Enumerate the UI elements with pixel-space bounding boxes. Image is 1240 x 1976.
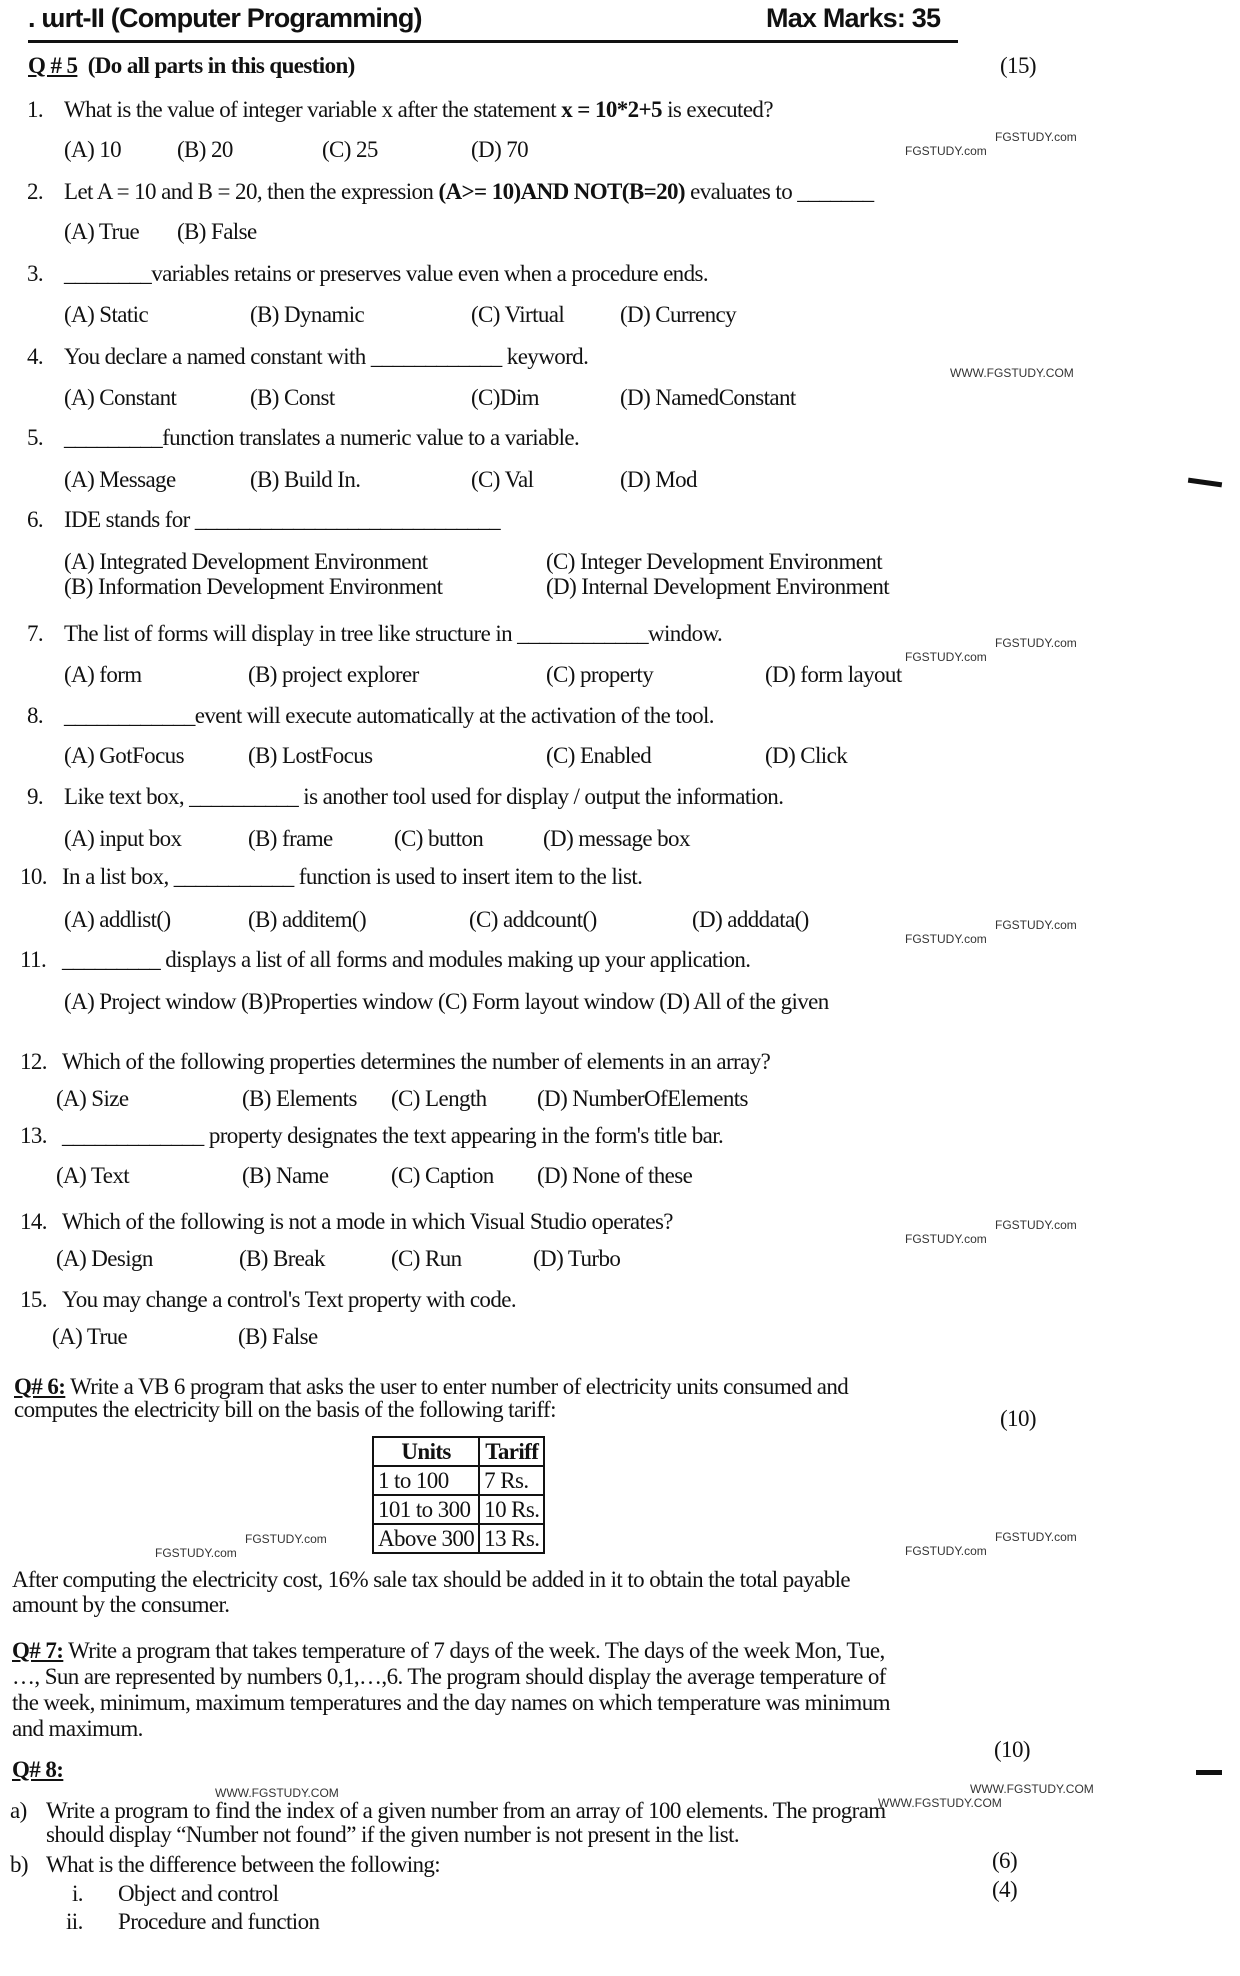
option: (A) Constant xyxy=(64,385,177,410)
option: (D) 70 xyxy=(471,137,529,162)
option: (B) project explorer xyxy=(248,662,419,687)
question-number: 6. xyxy=(27,507,44,532)
q8-label: Q# 8: xyxy=(12,1757,64,1782)
option: (C) Length xyxy=(391,1086,487,1111)
option: (D) adddata() xyxy=(692,907,809,932)
header-units: Units xyxy=(373,1437,479,1466)
table-row xyxy=(373,1466,544,1495)
cell-tariff: 10 Rs. xyxy=(479,1495,544,1524)
question-text: IDE stands for ____________________________ xyxy=(64,507,501,532)
q8b-text: What is the difference between the following: xyxy=(46,1852,441,1877)
table-header-row xyxy=(373,1437,544,1466)
option: (D) NamedConstant xyxy=(620,385,796,410)
option: (B) Name xyxy=(242,1163,329,1188)
q7-marks: (10) xyxy=(994,1737,1030,1762)
question-number: 1. xyxy=(27,97,44,122)
watermark: FGSTUDY.com xyxy=(995,1218,1077,1232)
option: (B) 20 xyxy=(177,137,233,162)
question-6 xyxy=(27,506,500,534)
question-1 xyxy=(27,96,773,124)
q8b-sub-text: Procedure and function xyxy=(118,1909,320,1934)
option: (B) False xyxy=(177,219,257,244)
header-tariff: Tariff xyxy=(479,1437,544,1466)
q6-line1: Write a VB 6 program that asks the user to enter number of electricity units consumed and xyxy=(70,1374,849,1399)
question-9 xyxy=(27,783,783,811)
watermark: FGSTUDY.com xyxy=(905,1232,987,1246)
option: (C) Run xyxy=(391,1246,462,1271)
cell-tariff: 13 Rs. xyxy=(479,1524,544,1553)
q6-after-line1: After computing the electricity cost, 16% sale tax should be added in it to obtain the total payable xyxy=(12,1567,851,1592)
q8b-sub-number: ii. xyxy=(66,1909,83,1934)
question-number: 11. xyxy=(20,947,47,972)
question-number: 15. xyxy=(20,1287,47,1312)
watermark: FGSTUDY.com xyxy=(995,1530,1077,1544)
question-text: What is the value of integer variable x after the statement xyxy=(64,97,562,122)
q6-label: Q# 6: xyxy=(14,1374,66,1399)
q6-line2: computes the electricity bill on the basis of the following tariff: xyxy=(14,1397,556,1422)
q6-marks: (10) xyxy=(1000,1406,1036,1431)
question-number: 13. xyxy=(20,1123,47,1148)
question-text-end: is executed? xyxy=(661,97,773,122)
question-text: _________function translates a numeric value to a variable. xyxy=(64,425,580,450)
option: (A) True xyxy=(64,219,140,244)
option: (A) form xyxy=(64,662,142,687)
option: (A) addlist() xyxy=(64,907,171,932)
option: (A) GotFocus xyxy=(64,743,184,768)
question-text: _____________ property designates the text appearing in the form's title bar. xyxy=(62,1123,724,1148)
option: (A) True xyxy=(52,1324,128,1349)
option: (B) LostFocus xyxy=(248,743,373,768)
option: (A) Integrated Development Environment xyxy=(64,549,428,574)
option: (D) Mod xyxy=(620,467,697,492)
cell-units: Above 300 xyxy=(373,1524,479,1553)
question-text: The list of forms will display in tree like structure in ____________window. xyxy=(64,621,723,646)
cell-tariff: 7 Rs. xyxy=(479,1466,544,1495)
q6-after-line2: amount by the consumer. xyxy=(12,1592,230,1617)
question-11 xyxy=(20,946,750,974)
question-number: 7. xyxy=(27,621,44,646)
question-expression: (A>= 10)AND NOT(B=20) xyxy=(438,179,685,204)
option: (C) Enabled xyxy=(546,743,652,768)
option: (B) Information Development Environment xyxy=(64,574,443,599)
option: (B) Dynamic xyxy=(250,302,365,327)
option: (B) frame xyxy=(248,826,333,851)
q7-line: …, Sun are represented by numbers 0,1,…,6. The program should display the average temperature of xyxy=(12,1664,886,1689)
question-15 xyxy=(20,1286,516,1314)
question-14 xyxy=(20,1208,673,1236)
option: (D) form layout xyxy=(765,662,902,687)
question-number: 4. xyxy=(27,344,44,369)
option: (A) Design xyxy=(56,1246,153,1271)
q8a-line1: Write a program to find the index of a given number from an array of 100 elements. The program xyxy=(46,1798,886,1823)
watermark: FGSTUDY.com xyxy=(995,918,1077,932)
option: (C)Dim xyxy=(471,385,539,410)
q8b-sub-text: Object and control xyxy=(118,1881,279,1906)
question-text: Like text box, __________ is another tool used for display / output the information. xyxy=(64,784,784,809)
option: (B) Elements xyxy=(242,1086,357,1111)
option: (C) button xyxy=(394,826,484,851)
q7-line: and maximum. xyxy=(12,1716,143,1741)
option: (A) Static xyxy=(64,302,149,327)
question-7 xyxy=(27,620,722,648)
question-text: In a list box, ___________ function is used to insert item to the list. xyxy=(62,864,643,889)
question-text: You may change a control's Text property with code. xyxy=(62,1287,516,1312)
paper-title: . ɯrt-II (Computer Programming) xyxy=(28,3,422,33)
watermark: WWW.FGSTUDY.COM xyxy=(970,1782,1094,1796)
option: (D) Turbo xyxy=(533,1246,621,1271)
option: (D) None of these xyxy=(537,1163,693,1188)
header-rule xyxy=(28,40,958,43)
question-text: ____________event will execute automatically at the activation of the tool. xyxy=(64,703,714,728)
q8b-sub-number: i. xyxy=(72,1881,83,1906)
q7-line: the week, minimum, maximum temperatures and the day names on which temperature was minimum xyxy=(12,1690,890,1715)
option: (D) Internal Development Environment xyxy=(546,574,890,599)
question-text-end: evaluates to _______ xyxy=(684,179,874,204)
max-marks: Max Marks: 35 xyxy=(766,3,941,33)
question-number: 9. xyxy=(27,784,44,809)
q5-label: Q # 5 xyxy=(28,53,78,78)
q7-line: Write a program that takes temperature of 7 days of the week. The days of the week Mon, Tue, xyxy=(68,1638,885,1663)
watermark: FGSTUDY.com xyxy=(245,1532,327,1546)
question-3 xyxy=(27,260,708,288)
q8a-marks: (6) xyxy=(992,1848,1018,1873)
question-12 xyxy=(20,1048,770,1076)
q5-instructions: (Do all parts in this question) xyxy=(87,53,355,78)
question-text: Which of the following properties determines the number of elements in an array? xyxy=(62,1049,771,1074)
option: (C) Virtual xyxy=(471,302,565,327)
question-number: 14. xyxy=(20,1209,47,1234)
question-number: 2. xyxy=(27,179,44,204)
question-number: 8. xyxy=(27,703,44,728)
question-expression: x = 10*2+5 xyxy=(561,97,662,122)
question-number: 10. xyxy=(20,864,47,889)
option: (C) 25 xyxy=(322,137,378,162)
q8b-marks: (4) xyxy=(992,1877,1018,1902)
question-text: You declare a named constant with ____________ keyword. xyxy=(64,344,589,369)
option: (D) Currency xyxy=(620,302,737,327)
option: (C) property xyxy=(546,662,654,687)
question-2 xyxy=(27,178,874,206)
option: (A) Message xyxy=(64,467,176,492)
q8a-label: a) xyxy=(10,1798,27,1823)
watermark: WWW.FGSTUDY.COM xyxy=(215,1786,339,1800)
question-text: _________ displays a list of all forms and modules making up your application. xyxy=(62,947,751,972)
option: (C) Integer Development Environment xyxy=(546,549,883,574)
question-number: 5. xyxy=(27,425,44,450)
question-4 xyxy=(27,343,588,371)
option: (A) Size xyxy=(56,1086,129,1111)
watermark: FGSTUDY.com xyxy=(905,650,987,664)
question-text: Which of the following is not a mode in which Visual Studio operates? xyxy=(62,1209,673,1234)
table-row xyxy=(373,1524,544,1553)
option: (A) Project window (B)Properties window (C) Form layout window (D) All of the given xyxy=(64,989,829,1014)
scan-mark xyxy=(1196,1770,1222,1775)
option: (B) False xyxy=(238,1324,318,1349)
option: (D) NumberOfElements xyxy=(537,1086,748,1111)
watermark: FGSTUDY.com xyxy=(905,932,987,946)
question-5 xyxy=(27,424,579,452)
option: (D) Click xyxy=(765,743,848,768)
option: (D) message box xyxy=(543,826,690,851)
tariff-table xyxy=(372,1436,545,1554)
option: (C) Val xyxy=(471,467,534,492)
option: (B) Break xyxy=(239,1246,325,1271)
option: (A) input box xyxy=(64,826,182,851)
watermark: WWW.FGSTUDY.COM xyxy=(878,1796,1002,1810)
question-10 xyxy=(20,863,642,891)
option: (B) Const xyxy=(250,385,335,410)
option: (C) Caption xyxy=(391,1163,494,1188)
option: (A) 10 xyxy=(64,137,122,162)
option: (A) Text xyxy=(56,1163,130,1188)
cell-units: 101 to 300 xyxy=(373,1495,479,1524)
question-number: 3. xyxy=(27,261,44,286)
watermark: FGSTUDY.com xyxy=(995,636,1077,650)
question-number: 12. xyxy=(20,1049,47,1074)
option: (B) Build In. xyxy=(250,467,361,492)
q8a-line2: should display “Number not found” if the given number is not present in the list. xyxy=(46,1822,740,1847)
table-row xyxy=(373,1495,544,1524)
question-text: ________variables retains or preserves value even when a procedure ends. xyxy=(64,261,708,286)
option: (C) addcount() xyxy=(469,907,597,932)
watermark: FGSTUDY.com xyxy=(905,1544,987,1558)
q8b-label: b) xyxy=(10,1852,28,1877)
watermark: FGSTUDY.com xyxy=(995,130,1077,144)
scan-mark xyxy=(1188,478,1222,488)
question-text: Let A = 10 and B = 20, then the expression xyxy=(64,179,439,204)
question-13 xyxy=(20,1122,723,1150)
watermark: FGSTUDY.com xyxy=(905,144,987,158)
q7-label: Q# 7: xyxy=(12,1638,64,1663)
watermark: WWW.FGSTUDY.COM xyxy=(950,366,1074,380)
q5-marks: (15) xyxy=(1000,53,1036,78)
cell-units: 1 to 100 xyxy=(373,1466,479,1495)
watermark: FGSTUDY.com xyxy=(155,1546,237,1560)
question-8 xyxy=(27,702,714,730)
option: (B) additem() xyxy=(248,907,367,932)
